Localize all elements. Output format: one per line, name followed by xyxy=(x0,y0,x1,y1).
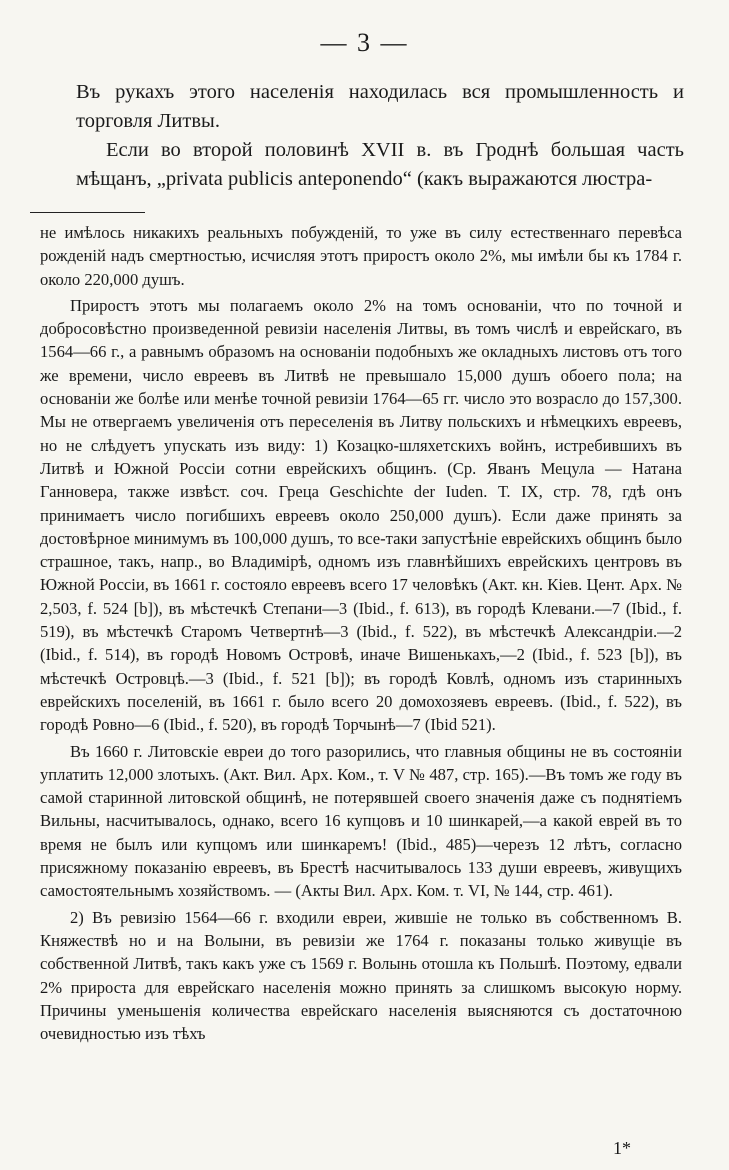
footnote-separator xyxy=(30,212,145,213)
footnote-paragraph-3: Въ 1660 г. Литовскіе евреи до того разорились, что главныя общины не въ состояніи уплатить 12,000 злотыхъ. (Акт. Вил. Арх. Ком., т. V № 487, стр. 165).—Въ томъ же году въ самой старинной литовской общинѣ, не потерявшей своего значенія даже съ поднятіемъ Вильны, насчитывалось, однако, всего 16 купцовъ и 10 шинкарей,—а какой еврей въ то время не былъ или купцомъ или шинкаремъ! (Ibid., 485)—черезъ 12 лѣтъ, согласно присяжному показанію евреевъ, въ Брестѣ насчитывалось 133 души евреевъ, живущихъ самостоятельнымъ хозяйствомъ. — (Акты Вил. Арх. Ком. т. VI, № 144, стр. 461). xyxy=(40,741,682,901)
signature-mark: 1* xyxy=(613,1138,631,1158)
page-number: — 3 — xyxy=(320,28,409,57)
main-paragraph-1: Въ рукахъ этого населенія находилась вся промышленность и торговля Литвы. xyxy=(76,81,684,132)
main-text xyxy=(76,78,684,194)
footnote-paragraph-4: 2) Въ ревизію 1564—66 г. входили евреи, жившіе не только въ собственномъ В. Княжествѣ но и на Волыни, въ ревизіи же 1764 г. показаны только живущіе въ собственной Литвѣ, такъ какъ уже съ 1569 г. Волынь отошла къ Польшѣ. Поэтому, едвали 2% прироста для еврейскаго населенія можно принять за слишкомъ высокую норму. Причины уменьшенія количества еврейскаго населенія выясняются съ достаточною очевидностью изъ тѣхъ xyxy=(40,907,682,1044)
main-paragraph-2: Если во второй половинѣ XVII в. въ Гроднѣ большая часть мѣщанъ, „privata publicis anteponendo“ (какъ выражаются люстра- xyxy=(76,139,684,190)
footnotes xyxy=(40,221,682,1045)
footnote-paragraph-2: Приростъ этотъ мы полагаемъ около 2% на томъ основаніи, что по точной и добросовѣстно произведенной ревизіи населенія Литвы, въ томъ числѣ и еврейскаго, въ 1564—66 г., а равнымъ образомъ на основаніи подобныхъ же окладныхъ листовъ отъ того же времени, число евреевъ въ Литвѣ не превышало 15,000 душъ обоего пола; на основаніи же болѣе или менѣе точной ревизіи 1764—65 гг. число это возрасло до 157,300. Мы не отвергаемъ увеличенія отъ переселенія въ Литву польскихъ и нѣмецкихъ евреевъ, но не слѣдуетъ упускать изъ виду: 1) Козацко-шляхетскихъ войнъ, истребившихъ въ Литвѣ и Южной Россіи сотни еврейскихъ общинъ. (Ср. Яванъ Мецула — Натана Ганновера, также извѣст. соч. Греца Geschichte der Iuden. Т. IX, стр. 78, гдѣ онъ принимаетъ число погибшихъ евреевъ около 250,000 душъ). Если даже принять за достовѣрное минимумъ въ 100,000 душъ, то все-таки запустѣніе еврейскихъ общинъ было страшное, такъ, напр., во Владимірѣ, одномъ изъ главнѣйшихъ еврейскихъ центровъ въ Южной Россіи, въ 1661 г. состояло евреевъ всего 17 человѣкъ (Акт. кн. Кіев. Цент. Арх. № 2,503, f. 524 [b]), въ мѣстечкѣ Степани—3 (Ibid., f. 613), въ городѣ Клевани.—7 (Ibid., f. 519), въ мѣстечкѣ Старомъ Четвертнѣ—3 (Ibid., f. 522), въ мѣстечкѣ Александріи.—2 (Ibid., f. 514), въ городѣ Новомъ Островѣ, иначе Вишенькахъ,—2 (Ibid., f. 523 [b]), въ мѣстечкѣ Островцѣ.—3 (Ibid., f. 521 [b]); въ городѣ Ковлѣ, одномъ изъ старинныхъ еврейскихъ поселеній, въ 1661 г. было всего 20 домохозяевъ евреевъ. (Ibid., f. 522), въ городѣ Ровно—6 (Ibid., f. 520), въ городѣ Торчынѣ—7 (Ibid 521). xyxy=(40,295,682,735)
footnote-paragraph-1: не имѣлось никакихъ реальныхъ побужденій, то уже въ силу естественнаго перевѣса рожденій надъ смертностью, исчисляя этотъ приростъ около 2%, мы имѣли бы къ 1784 г. около 220,000 душъ. xyxy=(40,223,682,289)
